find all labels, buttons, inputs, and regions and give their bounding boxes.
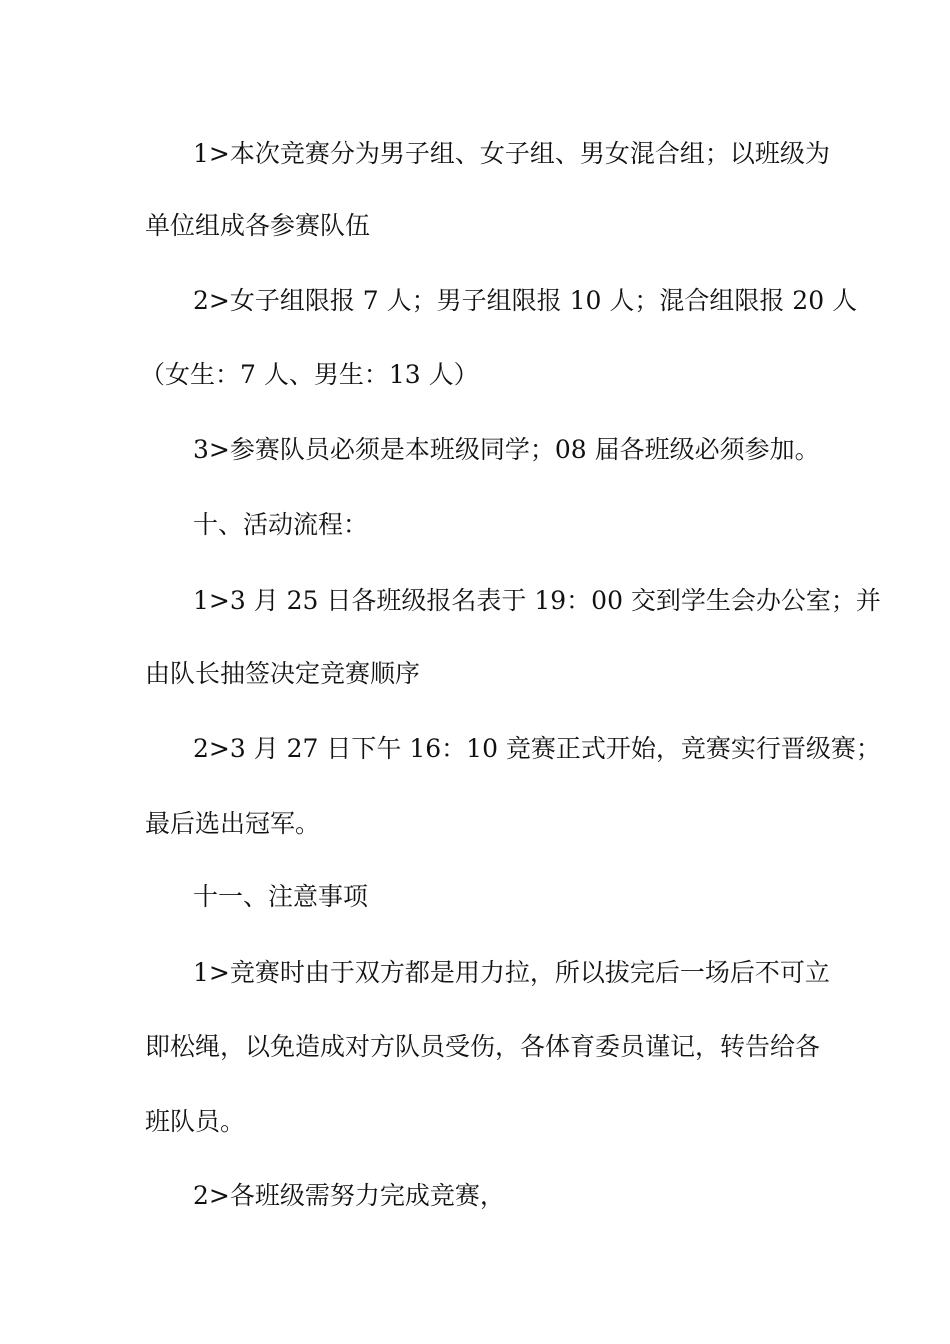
section-heading-activity-flow: 十、活动流程： (193, 510, 369, 539)
paragraph-line-2: 单位组成各参赛队伍 (145, 211, 371, 240)
paragraph-line-15: 2>各班级需努力完成竞赛， (193, 1181, 505, 1210)
paragraph-line-7: 1>3 月 25 日各班级报名表于 19：00 交到学生会办公室；并 (193, 586, 881, 615)
paragraph-line-5: 3>参赛队员必须是本班级同学；08 届各班级必须参加。 (193, 435, 820, 464)
paragraph-line-14: 班队员。 (145, 1107, 246, 1136)
paragraph-line-9: 2>3 月 27 日下午 16：10 竞赛正式开始，竞赛实行晋级赛； (193, 734, 881, 763)
paragraph-line-3: 2>女子组限报 7 人；男子组限报 10 人；混合组限报 20 人 (193, 286, 858, 315)
paragraph-line-4: （女生：7 人、男生：13 人） (140, 360, 479, 389)
section-heading-notes: 十一、注意事项 (193, 882, 369, 911)
paragraph-line-8: 由队长抽签决定竞赛顺序 (145, 659, 421, 688)
paragraph-line-12: 1>竞赛时由于双方都是用力拉，所以拔完后一场后不可立 (193, 958, 830, 987)
paragraph-line-13: 即松绳，以免造成对方队员受伤，各体育委员谨记，转告给各 (145, 1032, 821, 1061)
paragraph-line-1: 1>本次竞赛分为男子组、女子组、男女混合组；以班级为 (193, 139, 830, 168)
paragraph-line-10: 最后选出冠军。 (145, 809, 321, 838)
